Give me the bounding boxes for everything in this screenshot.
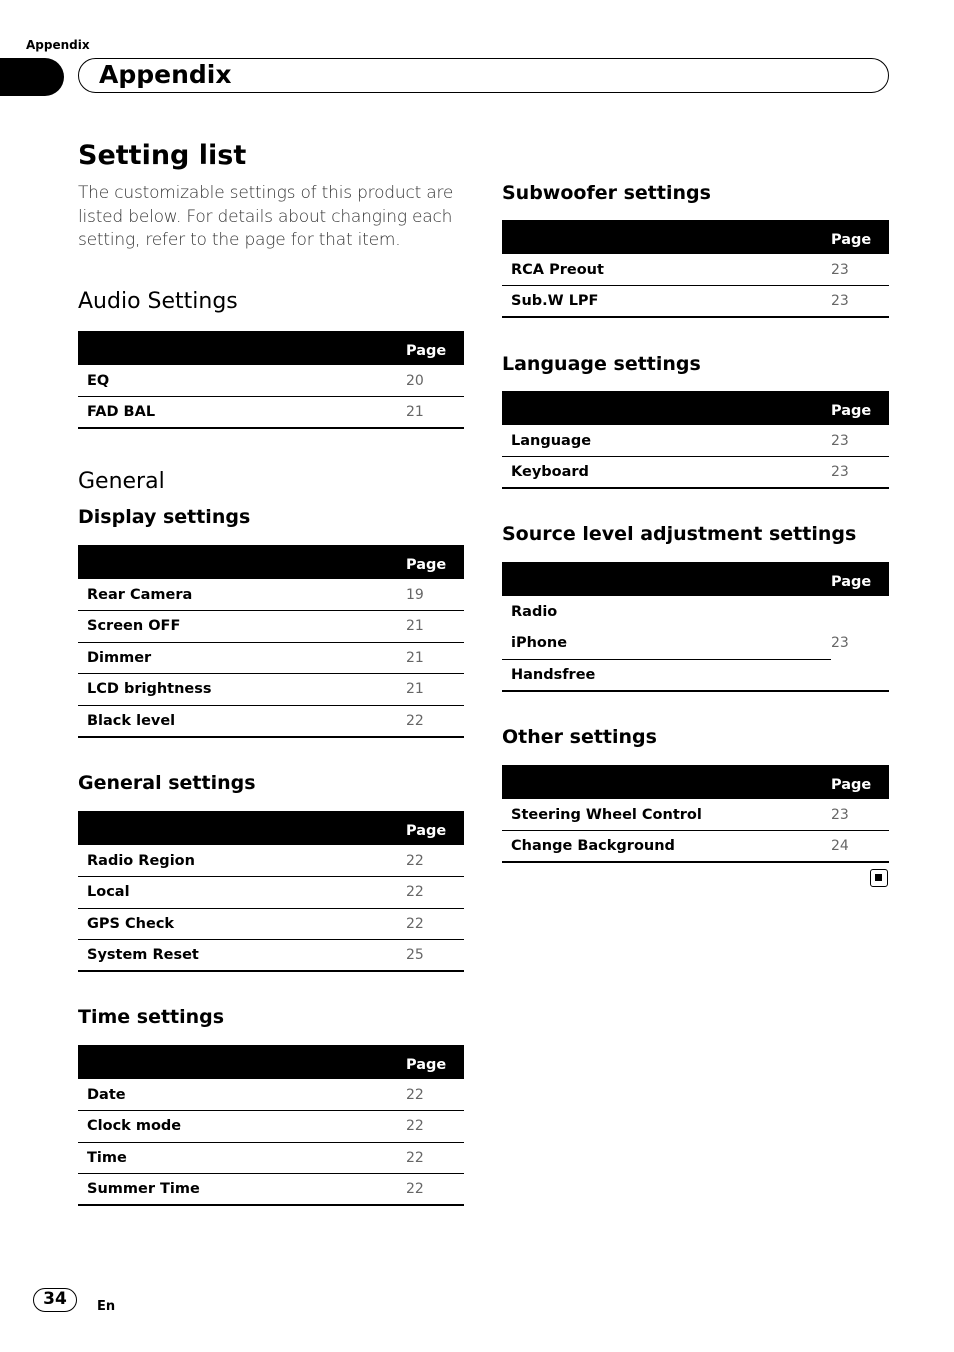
- table-row: [78, 611, 464, 643]
- page-col-header: Page: [406, 331, 464, 365]
- time-settings-table: [78, 1045, 464, 1206]
- setting-name: Radio Region: [78, 845, 406, 877]
- other-settings-table: [502, 765, 889, 863]
- page-ref: 22: [406, 845, 464, 877]
- other-settings-heading: Other settings: [502, 726, 657, 748]
- table-row: [78, 877, 464, 909]
- table-row: [502, 254, 889, 286]
- page-ref: 19: [406, 579, 464, 611]
- section-tab-marker: [0, 58, 64, 96]
- setting-name: FAD BAL: [78, 397, 406, 429]
- setting-name: Dimmer: [78, 642, 406, 674]
- setting-name: EQ: [78, 365, 406, 397]
- page-ref: 21: [406, 642, 464, 674]
- table-row: [502, 596, 889, 628]
- table-row: [502, 457, 889, 489]
- page-number: 34: [33, 1288, 77, 1312]
- audio-settings-heading: Audio Settings: [78, 289, 238, 314]
- setting-name: iPhone: [502, 628, 831, 660]
- language-code: En: [97, 1299, 116, 1314]
- setting-name: Steering Wheel Control: [502, 799, 831, 831]
- table-row: [78, 1174, 464, 1206]
- page-col-header: Page: [831, 391, 889, 425]
- page-ref: 23: [831, 254, 889, 286]
- header-blank: [502, 220, 831, 254]
- general-settings-heading: General settings: [78, 772, 256, 794]
- general-heading: General: [78, 469, 165, 494]
- setting-name: Local: [78, 877, 406, 909]
- table-row: [78, 642, 464, 674]
- audio-settings-table: [78, 331, 464, 429]
- setting-name: Clock mode: [78, 1111, 406, 1143]
- display-settings-table: [78, 545, 464, 738]
- source-level-heading: Source level adjustment settings: [502, 523, 857, 545]
- page-ref: 23: [831, 286, 889, 318]
- page-ref: 21: [406, 611, 464, 643]
- page-ref: 20: [406, 365, 464, 397]
- table-row: [78, 705, 464, 737]
- table-row: [502, 286, 889, 318]
- table-row: [78, 1142, 464, 1174]
- header-blank: [78, 1045, 406, 1079]
- table-row: [78, 365, 464, 397]
- page-ref: 23: [831, 457, 889, 489]
- language-settings-table: [502, 391, 889, 489]
- subwoofer-settings-heading: Subwoofer settings: [502, 182, 711, 204]
- table-row: [78, 579, 464, 611]
- header-blank: [78, 331, 406, 365]
- section-end-icon: [870, 869, 888, 887]
- setting-name: Handsfree: [502, 659, 831, 691]
- header-blank: [78, 545, 406, 579]
- setting-name: System Reset: [78, 940, 406, 972]
- page-col-header: Page: [831, 765, 889, 799]
- setting-name: Time: [78, 1142, 406, 1174]
- page-ref: 22: [406, 877, 464, 909]
- header-blank: [502, 391, 831, 425]
- table-row: [502, 799, 889, 831]
- page-col-header: Page: [406, 1045, 464, 1079]
- table-row: [78, 1111, 464, 1143]
- page-title: Setting list: [78, 140, 247, 171]
- display-settings-heading: Display settings: [78, 506, 251, 528]
- general-settings-table: [78, 811, 464, 972]
- table-row: [502, 425, 889, 457]
- table-row: [78, 674, 464, 706]
- chapter-bar: [78, 58, 889, 93]
- setting-name: Language: [502, 425, 831, 457]
- subwoofer-settings-table: [502, 220, 889, 318]
- running-header: Appendix: [26, 38, 90, 52]
- page-ref: 22: [406, 1142, 464, 1174]
- setting-name: Date: [78, 1079, 406, 1111]
- setting-name: Sub.W LPF: [502, 286, 831, 318]
- setting-name: Radio: [511, 603, 558, 620]
- setting-name: Keyboard: [502, 457, 831, 489]
- page-ref: 24: [831, 831, 889, 863]
- header-blank: [502, 562, 831, 596]
- table-row: [78, 397, 464, 429]
- setting-name: Summer Time: [78, 1174, 406, 1206]
- table-row: [78, 908, 464, 940]
- table-row: [78, 1079, 464, 1111]
- language-settings-heading: Language settings: [502, 353, 701, 375]
- page-col-header: Page: [406, 811, 464, 845]
- setting-name: RCA Preout: [502, 254, 831, 286]
- setting-name: LCD brightness: [78, 674, 406, 706]
- setting-name: Change Background: [502, 831, 831, 863]
- table-row: [78, 845, 464, 877]
- page-ref: 22: [406, 1174, 464, 1206]
- header-blank: [502, 765, 831, 799]
- page-ref: 23: [831, 799, 889, 831]
- setting-name: GPS Check: [78, 908, 406, 940]
- setting-name: Screen OFF: [78, 611, 406, 643]
- page-ref: 22: [406, 1111, 464, 1143]
- page-ref: 22: [406, 908, 464, 940]
- page-ref: 23: [831, 596, 889, 691]
- setting-name: Black level: [78, 705, 406, 737]
- chapter-title: Appendix: [99, 60, 232, 89]
- page-col-header: Page: [831, 562, 889, 596]
- page-ref: 21: [406, 674, 464, 706]
- page-ref: 23: [831, 425, 889, 457]
- setting-name: Rear Camera: [78, 579, 406, 611]
- source-level-table: [502, 562, 889, 692]
- table-row: [78, 940, 464, 972]
- page-col-header: Page: [831, 220, 889, 254]
- page-ref: 22: [406, 705, 464, 737]
- time-settings-heading: Time settings: [78, 1006, 225, 1028]
- page-ref: 21: [406, 397, 464, 429]
- table-row: [502, 659, 889, 691]
- intro-paragraph: The customizable settings of this product are listed below. For details about changing each setting, refer to the page for that item.: [78, 183, 454, 250]
- header-blank: [78, 811, 406, 845]
- page-col-header: Page: [406, 545, 464, 579]
- page-ref: 25: [406, 940, 464, 972]
- page-ref: 22: [406, 1079, 464, 1111]
- table-row: [502, 831, 889, 863]
